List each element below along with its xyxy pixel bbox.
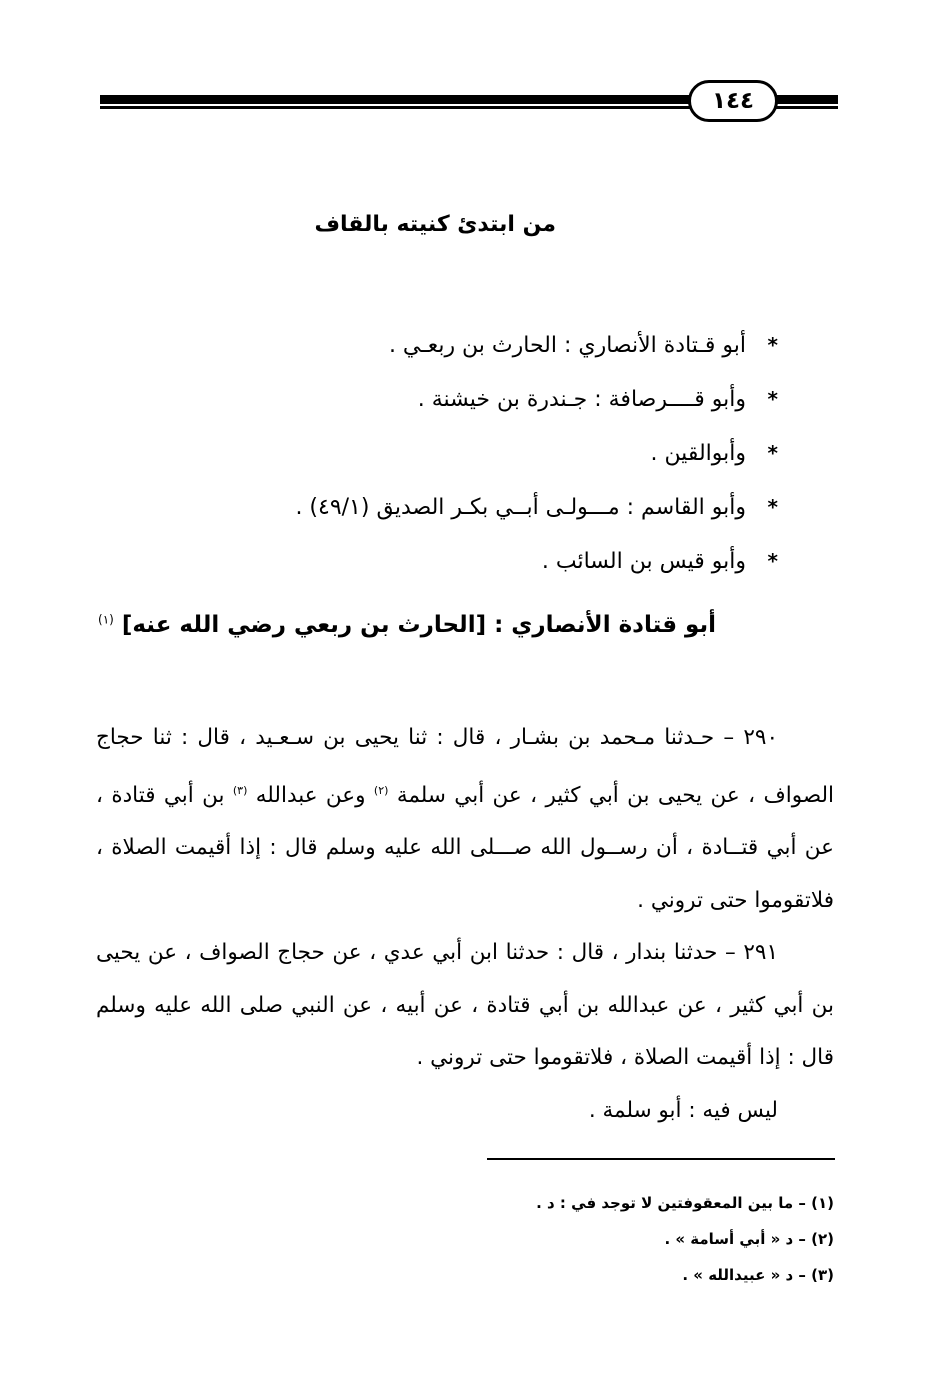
hadith-290-part-1: ٢٩٠ – حـدثنا مـحمد بن بشـار ، قال : ثنا يحيى بن سـعـيد ، قال : ثنا حجاج الصواف ، عن يحيى بن أبي كثير ، عن أبي سلمة [96, 725, 834, 808]
footnote: (٢) – د « أبي أسامة » . [664, 1230, 834, 1248]
hadith-290-part-3: بن أبي قتادة ، عن أبي قتــادة ، أن رســول الله صـــلى الله عليه وسلم قال : إذا أقيمت الصلاة ، فلاتقوموا حتى تروني . [96, 782, 834, 913]
list-item [120, 480, 778, 534]
hadith-290-part-2: وعن عبدالله [255, 782, 366, 808]
list-item-text: وأبو القاسم : مـــولـى أبــي بكـر الصديق (٤٩/١) . [295, 494, 746, 520]
list-marker: * [767, 441, 778, 465]
subheading [98, 612, 716, 638]
list-item [120, 372, 778, 426]
footnote-ref: (٣) [232, 783, 248, 797]
subheading-text: أبو قتادة الأنصاري : [الحارث بن ربعي رضي الله عنه] [121, 612, 716, 638]
footnote: (١) – ما بين المعقوفتين لا توجد في : د . [536, 1194, 834, 1212]
footnote: (٣) – د « عبيدالله » . [682, 1266, 834, 1284]
footnote-ref: (١) [98, 612, 114, 627]
list-item-text: وأبو قيس بن السائب . [541, 548, 746, 574]
footnote-rule [487, 1158, 835, 1160]
list-marker: * [767, 495, 778, 519]
note: ليس فيه : أبو سلمة . [588, 1097, 778, 1123]
hadith-290 [96, 712, 834, 927]
footnote-ref: (٢) [373, 783, 389, 797]
footnotes [234, 1185, 834, 1293]
section-heading: من ابتدئ كنيته بالقاف [314, 212, 556, 237]
list-marker: * [767, 387, 778, 411]
body-text [96, 712, 834, 1137]
list-marker: * [767, 549, 778, 573]
hadith-291: ٢٩١ – حدثنا بندار ، قال : حدثنا ابن أبي عدي ، عن حجاج الصواف ، عن يحيى بن أبي كثير ، عن عبدالله بن أبي قتادة ، عن أبيه ، عن النبي صلى الله عليه وسلم قال : إذا أقيمت الصلاة ، فلاتقوموا حتى تروني . [96, 940, 834, 1071]
list-item-text: وأبو قــــرصافة : جـندرة بن خيشنة . [417, 386, 746, 412]
list-item [120, 534, 778, 588]
list-item-text: وأبوالقين . [650, 440, 746, 466]
list-item-text: أبو قـتادة الأنصاري : الحارث بن ربعـي . [388, 332, 746, 358]
list-marker: * [767, 333, 778, 357]
list-item [120, 426, 778, 480]
list-item [120, 318, 778, 372]
kunya-list [120, 318, 778, 588]
page-number: ١٤٤ [688, 80, 778, 122]
